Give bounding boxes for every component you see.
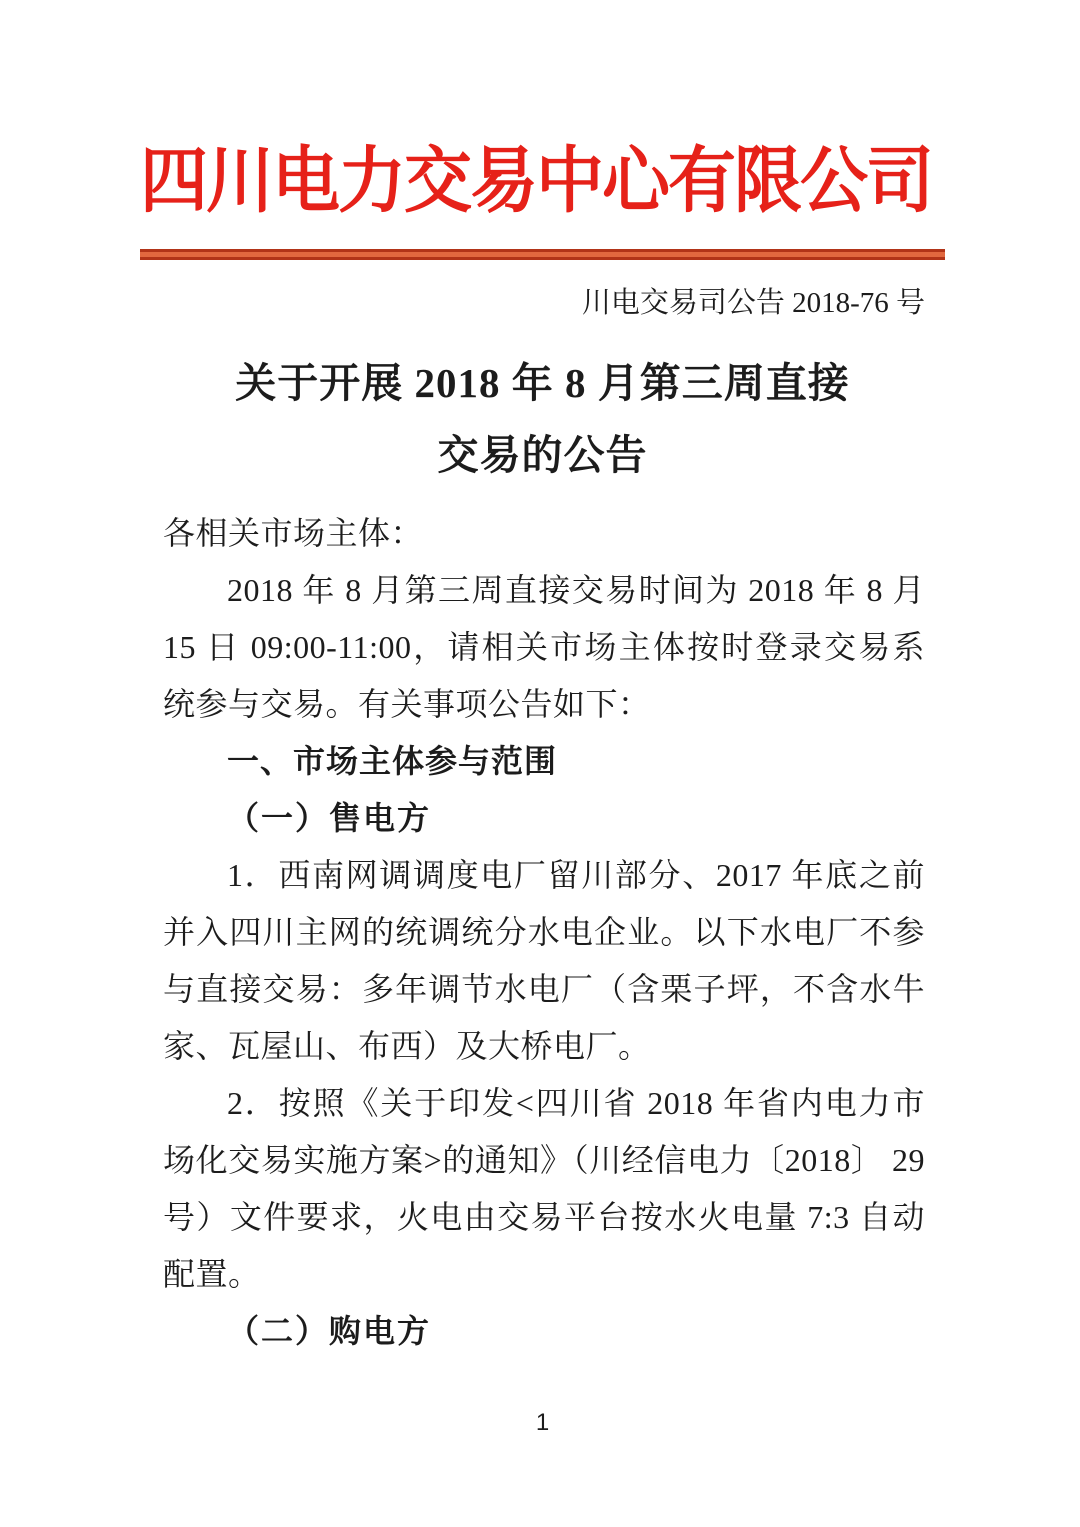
document-body: [140, 505, 945, 1360]
page-number: 1: [535, 1409, 550, 1436]
paragraph-item-2: 2．按照《关于印发<四川省 2018 年省内电力市场化交易实施方案>的通知》（川经信电力〔2018〕 29 号）文件要求，火电由交易平台按水火电量 7:3 自动配置。: [163, 1084, 925, 1292]
subsection-heading-seller: （一）售电方: [227, 799, 432, 836]
doc-number: 川电交易司公告 2018-76 号: [581, 286, 925, 319]
letterhead-org-name: 四川电力交易中心有限公司: [140, 140, 933, 222]
paragraph-intro: 2018 年 8 月第三周直接交易时间为 2018 年 8 月 15 日 09:00-11:00，请相关市场主体按时登录交易系统参与交易。有关事项公告如下：: [163, 571, 925, 722]
doc-title-line-2: 交易的公告: [437, 431, 648, 478]
doc-title-line-1: 关于开展 2018 年 8 月第三周直接: [235, 359, 850, 406]
paragraph-item-1: 1．西南网调调度电厂留川部分、2017 年底之前并入四川主网的统调统分水电企业。以下水电厂不参与直接交易：多年调节水电厂（含栗子坪，不含水牛家、瓦屋山、布西）及大桥电厂。: [163, 856, 925, 1064]
doc-title: [140, 347, 945, 491]
letterhead-rule: [140, 249, 945, 260]
section-heading-1: 一、市场主体参与范围: [227, 742, 558, 779]
paragraph-salutation: 各相关市场主体：: [163, 514, 424, 551]
subsection-heading-buyer: （二）购电方: [227, 1312, 432, 1349]
